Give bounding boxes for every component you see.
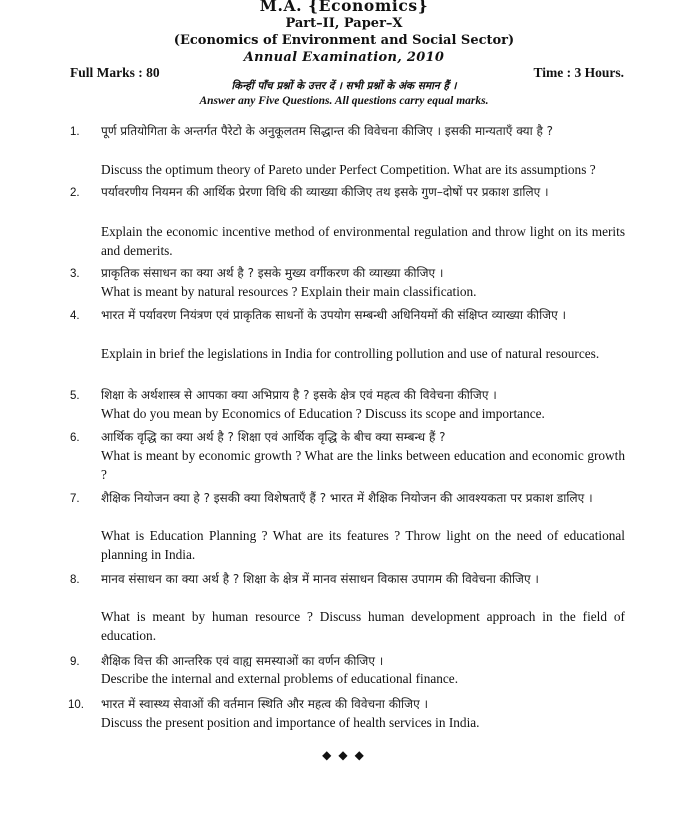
question-hindi: भारत में पर्यावरण नियंत्रण एवं प्राकृतिक साधनों के उपयोग सम्बन्धी अधिनियमों की संक्षिप्त व्याख्या कीजिए । xyxy=(101,308,567,322)
question-english: What is meant by economic growth ? What are the links between education and economic growth ? xyxy=(101,448,625,482)
question-english: Explain the economic incentive method of environmental regulation and throw light on its merits and demerits. xyxy=(101,224,625,258)
exam-title: Annual Examination, 2010 xyxy=(243,50,445,65)
full-marks: Full Marks : 80 xyxy=(70,65,160,80)
question-english: Discuss the present position and importance of health services in India. xyxy=(101,715,480,730)
question-number: 5. xyxy=(70,390,80,402)
question-hindi: मानव संसाधन का क्या अर्थ है ? शिक्षा के क्षेत्र में मानव संसाधन विकास उपागम की विवेचना कीजिए । xyxy=(101,572,539,586)
question-hindi: शैक्षिक वित्त की आन्तरिक एवं वाह्य समस्याओं का वर्णन कीजिए । xyxy=(101,654,384,668)
question-english: What is meant by natural resources ? Explain their main classification. xyxy=(101,284,477,299)
instruction-english: Answer any Five Questions. All questions carry equal marks. xyxy=(199,95,489,107)
question-hindi: शिक्षा के अर्थशास्त्र से आपका क्या अभिप्राय है ? इसके क्षेत्र एवं महत्व की विवेचना कीजिए । xyxy=(101,388,497,402)
question-hindi: भारत में स्वास्थ्य सेवाओं की वर्तमान स्थिति और महत्व की विवेचना कीजिए । xyxy=(101,697,429,711)
question-english: What is meant by human resource ? Discuss human development approach in the field of education. xyxy=(101,609,625,643)
end-of-paper-mark: ◆ ◆ ◆ xyxy=(322,748,366,762)
time-allowed: Time : 3 Hours. xyxy=(533,65,624,80)
question-number: 3. xyxy=(70,268,80,280)
question-number: 2. xyxy=(70,187,80,199)
instruction-hindi: किन्हीं पाँच प्रश्नों के उत्तर दें । सभी प्रश्नों के अंक समान हैं । xyxy=(231,80,457,92)
question-number: 7. xyxy=(70,493,80,505)
question-english: What do you mean by Economics of Education ? Discuss its scope and importance. xyxy=(101,406,545,421)
question-hindi: प्राकृतिक संसाधन का क्या अर्थ है ? इसके मुख्य वर्गीकरण की व्याख्या कीजिए । xyxy=(101,266,444,280)
paper-title: Part–II, Paper–X xyxy=(285,16,403,31)
question-hindi: आर्थिक वृद्धि का क्या अर्थ है ? शिक्षा एवं आर्थिक वृद्धि के बीच क्या सम्बन्ध हैं ? xyxy=(101,430,446,444)
degree-title: M.A. {Economics} xyxy=(259,0,429,15)
question-number: 9. xyxy=(70,656,80,668)
question-hindi: शैक्षिक नियोजन क्या हे ? इसकी क्या विशेषताएँ हैं ? भारत में शैक्षिक नियोजन की आवश्यकता पर प्रकाश डालिए । xyxy=(101,491,593,505)
question-english: What is Education Planning ? What are its features ? Throw light on the need of educational planning in India. xyxy=(101,528,625,562)
question-english: Explain in brief the legislations in India for controlling pollution and use of natural resources. xyxy=(101,346,600,361)
question-number: 4. xyxy=(70,310,80,322)
question-number: 1. xyxy=(70,126,80,138)
question-number: 8. xyxy=(70,574,80,586)
question-hindi: पूर्ण प्रतियोगिता के अन्तर्गत पैरेटो के अनुकूलतम सिद्धान्त की विवेचना कीजिए । इसकी मान्यताएँ क्या है ? xyxy=(101,124,554,138)
question-english: Describe the internal and external problems of educational finance. xyxy=(101,671,459,686)
question-hindi: पर्यावरणीय नियमन की आर्थिक प्रेरणा विधि की व्याख्या कीजिए तथ इसके गुण–दोषों पर प्रकाश डालिए । xyxy=(101,185,549,199)
question-number: 10. xyxy=(68,699,84,711)
question-number: 6. xyxy=(70,432,80,444)
question-english: Discuss the optimum theory of Pareto under Perfect Competition. What are its assumptions ? xyxy=(101,162,596,177)
subject-title: (Economics of Environment and Social Sector) xyxy=(173,33,515,48)
